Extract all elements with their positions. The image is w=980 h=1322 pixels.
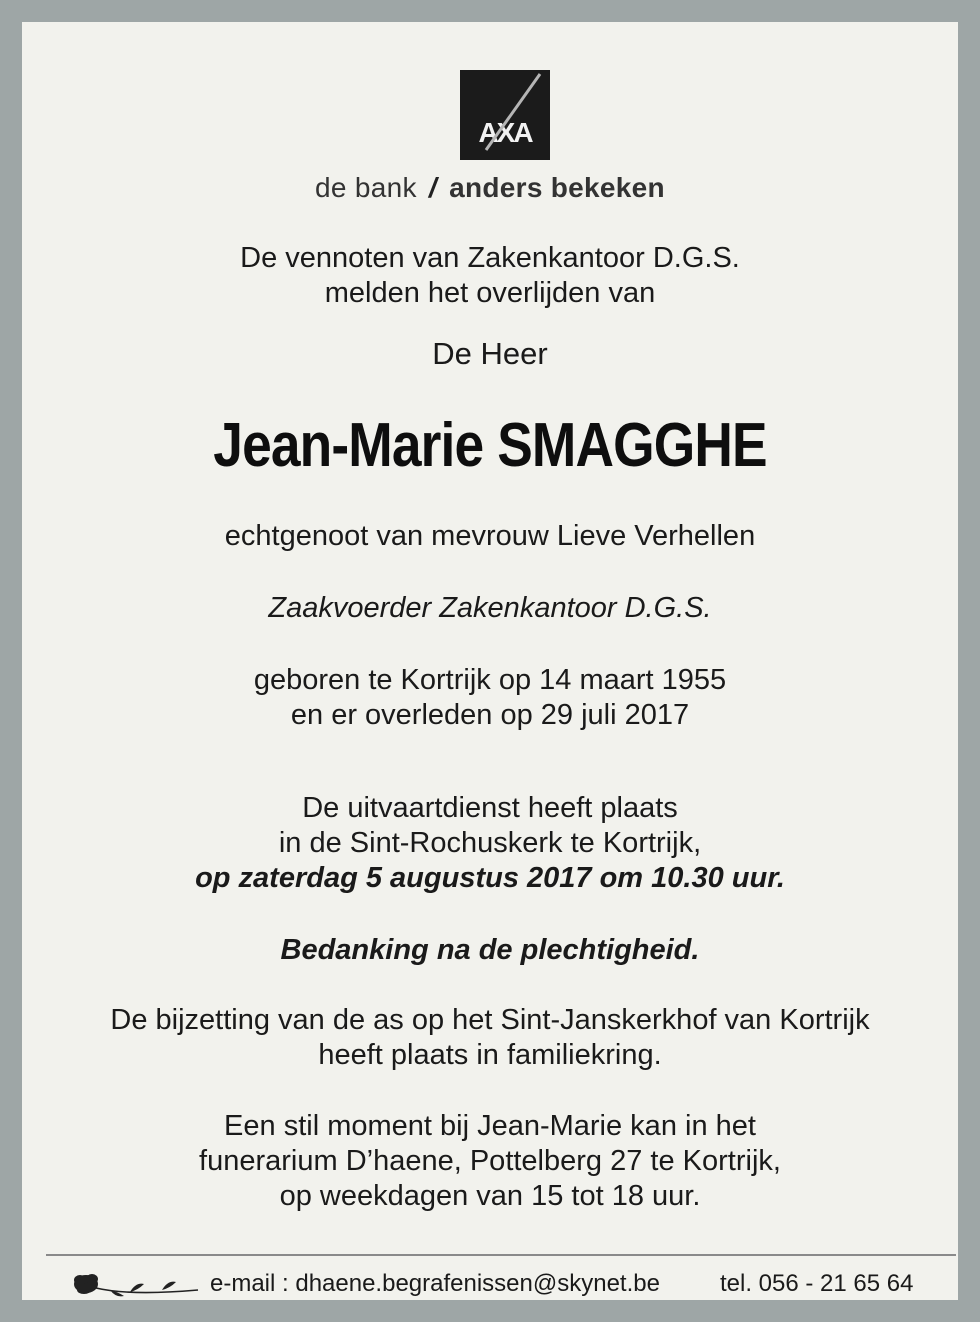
visit-line-1: Een stil moment bij Jean-Marie kan in het bbox=[224, 1110, 756, 1142]
salutation: De Heer bbox=[432, 336, 548, 371]
tagline-regular: de bank bbox=[315, 172, 417, 203]
logo-tagline bbox=[22, 172, 958, 204]
born-line: geboren te Kortrijk op 14 maart 1955 bbox=[253, 664, 727, 696]
notice-card bbox=[22, 22, 958, 1300]
notice-frame bbox=[10, 10, 970, 1312]
tagline-slash: / bbox=[428, 172, 437, 203]
tagline-bold: anders bekeken bbox=[449, 172, 665, 203]
deceased-name: Jean-Marie SMAGGHE bbox=[213, 411, 767, 480]
thanks-line: Bedanking na de plechtigheid. bbox=[280, 934, 700, 966]
phone-contact[interactable]: tel. 056 - 21 65 64 bbox=[720, 1270, 914, 1297]
intro-line-1: De vennoten van Zakenkantoor D.G.S. bbox=[240, 242, 740, 274]
service-line-2: in de Sint-Rochuskerk te Kortrijk, bbox=[278, 827, 702, 859]
axa-logo bbox=[460, 70, 550, 160]
axa-logo-text: AXA bbox=[478, 117, 532, 148]
visit-line-2: funerarium D’haene, Pottelberg 27 te Kortrijk, bbox=[199, 1145, 781, 1177]
died-line: en er overleden op 29 juli 2017 bbox=[290, 699, 690, 731]
service-line-1: De uitvaartdienst heeft plaats bbox=[302, 792, 678, 824]
visit-line-3: op weekdagen van 15 tot 18 uur. bbox=[279, 1180, 701, 1212]
intro-line-2: melden het overlijden van bbox=[324, 277, 656, 309]
burial-line-1: De bijzetting van de as op het Sint-Janskerkhof van Kortrijk bbox=[110, 1004, 870, 1036]
role-line: Zaakvoerder Zakenkantoor D.G.S. bbox=[268, 592, 712, 624]
footer bbox=[22, 1266, 958, 1306]
footer-divider bbox=[46, 1254, 956, 1256]
axa-logo-icon bbox=[460, 70, 550, 160]
service-date: op zaterdag 5 augustus 2017 om 10.30 uur. bbox=[195, 862, 785, 894]
rose-icon bbox=[70, 1268, 200, 1302]
spouse-line: echtgenoot van mevrouw Lieve Verhellen bbox=[224, 520, 756, 552]
burial-line-2: heeft plaats in familiekring. bbox=[318, 1039, 662, 1071]
email-contact[interactable]: e-mail : dhaene.begrafenissen@skynet.be bbox=[210, 1270, 660, 1297]
